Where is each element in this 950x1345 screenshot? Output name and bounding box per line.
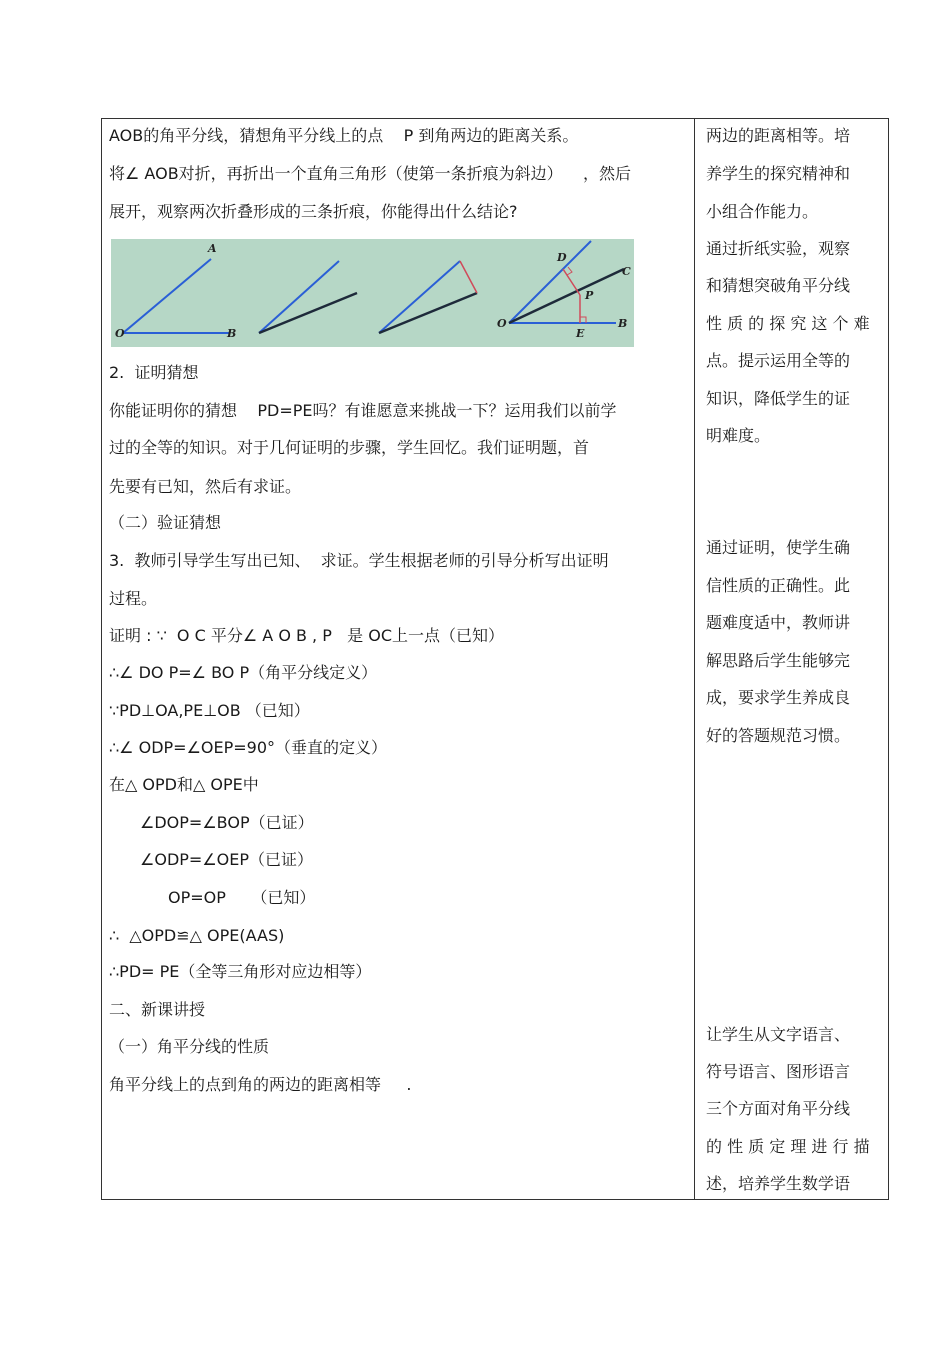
section-property: （一）角平分线的性质 xyxy=(109,1037,270,1056)
proof-line-1: 证明 : ∵ O C 平分∠ A O B , P 是 OC上一点（已知） xyxy=(109,626,504,645)
ray-oa xyxy=(123,259,211,333)
intro-line-3: 展开，观察两次折叠形成的三条折痕，你能得出什么结论? xyxy=(109,202,518,221)
label-o1: O xyxy=(115,327,125,340)
intro-line-2: 将∠ AOB对折，再折出一个直角三角形（使第一条折痕为斜边） ，然后 xyxy=(109,164,632,183)
column-divider xyxy=(694,119,695,1199)
proof-line-7: ∠ODP=∠OEP（已证） xyxy=(140,850,314,869)
note4-line-4: 的 性 质 定 理 进 行 描 xyxy=(706,1137,870,1156)
label-d: D xyxy=(557,251,567,264)
property-statement: 角平分线上的点到角的两边的距离相等 . xyxy=(109,1075,412,1094)
label-c: C xyxy=(622,265,631,278)
intro-line-1: AOB的角平分线，猜想角平分线上的点 P 到角两边的距离关系。 xyxy=(109,126,579,145)
folding-diagram xyxy=(111,239,634,347)
note2-line-1: 通过折纸实验，观察 xyxy=(706,239,851,258)
note4-line-5: 述，培养学生数学语 xyxy=(706,1174,851,1193)
note2-line-2: 和猜想突破角平分线 xyxy=(706,276,851,295)
note2-line-6: 明难度。 xyxy=(706,426,771,445)
proof-line-4: ∴∠ ODP=∠OEP=90°（垂直的定义） xyxy=(109,738,388,757)
step2-heading: 2. 证明猜想 xyxy=(109,363,199,382)
note2-line-4: 点。提示运用全等的 xyxy=(706,351,851,370)
fold2-dark-ray xyxy=(379,293,477,333)
note4-line-2: 符号语言、图形语言 xyxy=(706,1062,851,1081)
note3-line-4: 解思路后学生能够完 xyxy=(706,651,851,670)
fold2-blue-ray xyxy=(379,261,460,333)
note4-line-1: 让学生从文字语言、 xyxy=(706,1025,851,1044)
paper-folding-figure xyxy=(111,239,634,347)
label-a: A xyxy=(208,242,217,255)
fold1-blue-ray xyxy=(259,261,339,333)
section-new-lesson: 二、新课讲授 xyxy=(109,1000,206,1019)
label-p: P xyxy=(585,289,594,302)
note1-line-1: 两边的距离相等。培 xyxy=(706,126,851,145)
fold1-dark-ray xyxy=(259,293,357,333)
label-o4: O xyxy=(497,317,507,330)
step3-line-2: 过程。 xyxy=(109,589,158,608)
proof-line-6: ∠DOP=∠BOP（已证） xyxy=(140,813,314,832)
note2-line-3: 性 质 的 探 究 这 个 难 xyxy=(706,314,870,333)
lesson-table xyxy=(101,118,889,1200)
note3-line-5: 成，要求学生养成良 xyxy=(706,688,851,707)
note3-line-1: 通过证明，使学生确 xyxy=(706,538,851,557)
section-verify: （二）验证猜想 xyxy=(109,513,222,532)
ray-oc xyxy=(509,269,624,323)
note3-line-6: 好的答题规范习惯。 xyxy=(706,726,851,745)
step2-line-2: 过的全等的知识。对于几何证明的步骤，学生回忆。我们证明题，首 xyxy=(109,438,590,457)
step3-line-1: 3. 教师引导学生写出已知、 求证。学生根据老师的引导分析写出证明 xyxy=(109,551,609,570)
fold2-red-crease xyxy=(460,261,477,293)
note4-line-3: 三个方面对角平分线 xyxy=(706,1099,851,1118)
label-b4: B xyxy=(618,317,628,330)
step2-line-1: 你能证明你的猜想 PD=PE吗？有谁愿意来挑战一下？运用我们以前学 xyxy=(109,401,617,420)
note1-line-2: 养学生的探究精神和 xyxy=(706,164,851,183)
right-angle-mark-d xyxy=(567,267,572,275)
segment-pd xyxy=(563,269,580,295)
note2-line-5: 知识，降低学生的证 xyxy=(706,389,851,408)
proof-line-2: ∴∠ DO P=∠ BO P（角平分线定义） xyxy=(109,663,378,682)
note3-line-2: 信性质的正确性。此 xyxy=(706,576,851,595)
proof-line-9: ∴ △OPD≌△ OPE(AAS) xyxy=(109,926,285,945)
label-b1: B xyxy=(227,327,237,340)
step2-line-3: 先要有已知，然后有求证。 xyxy=(109,477,302,496)
note3-line-3: 题难度适中，教师讲 xyxy=(706,613,851,632)
proof-line-8: OP=OP （已知） xyxy=(168,888,316,907)
proof-line-10: ∴PD= PE（全等三角形对应边相等） xyxy=(109,962,372,981)
note1-line-3: 小组合作能力。 xyxy=(706,202,819,221)
label-e: E xyxy=(576,327,585,340)
proof-line-3: ∵PD⊥OA,PE⊥OB （已知） xyxy=(109,701,310,720)
ray-od xyxy=(509,241,591,323)
proof-line-5: 在△ OPD和△ OPE中 xyxy=(109,775,259,794)
